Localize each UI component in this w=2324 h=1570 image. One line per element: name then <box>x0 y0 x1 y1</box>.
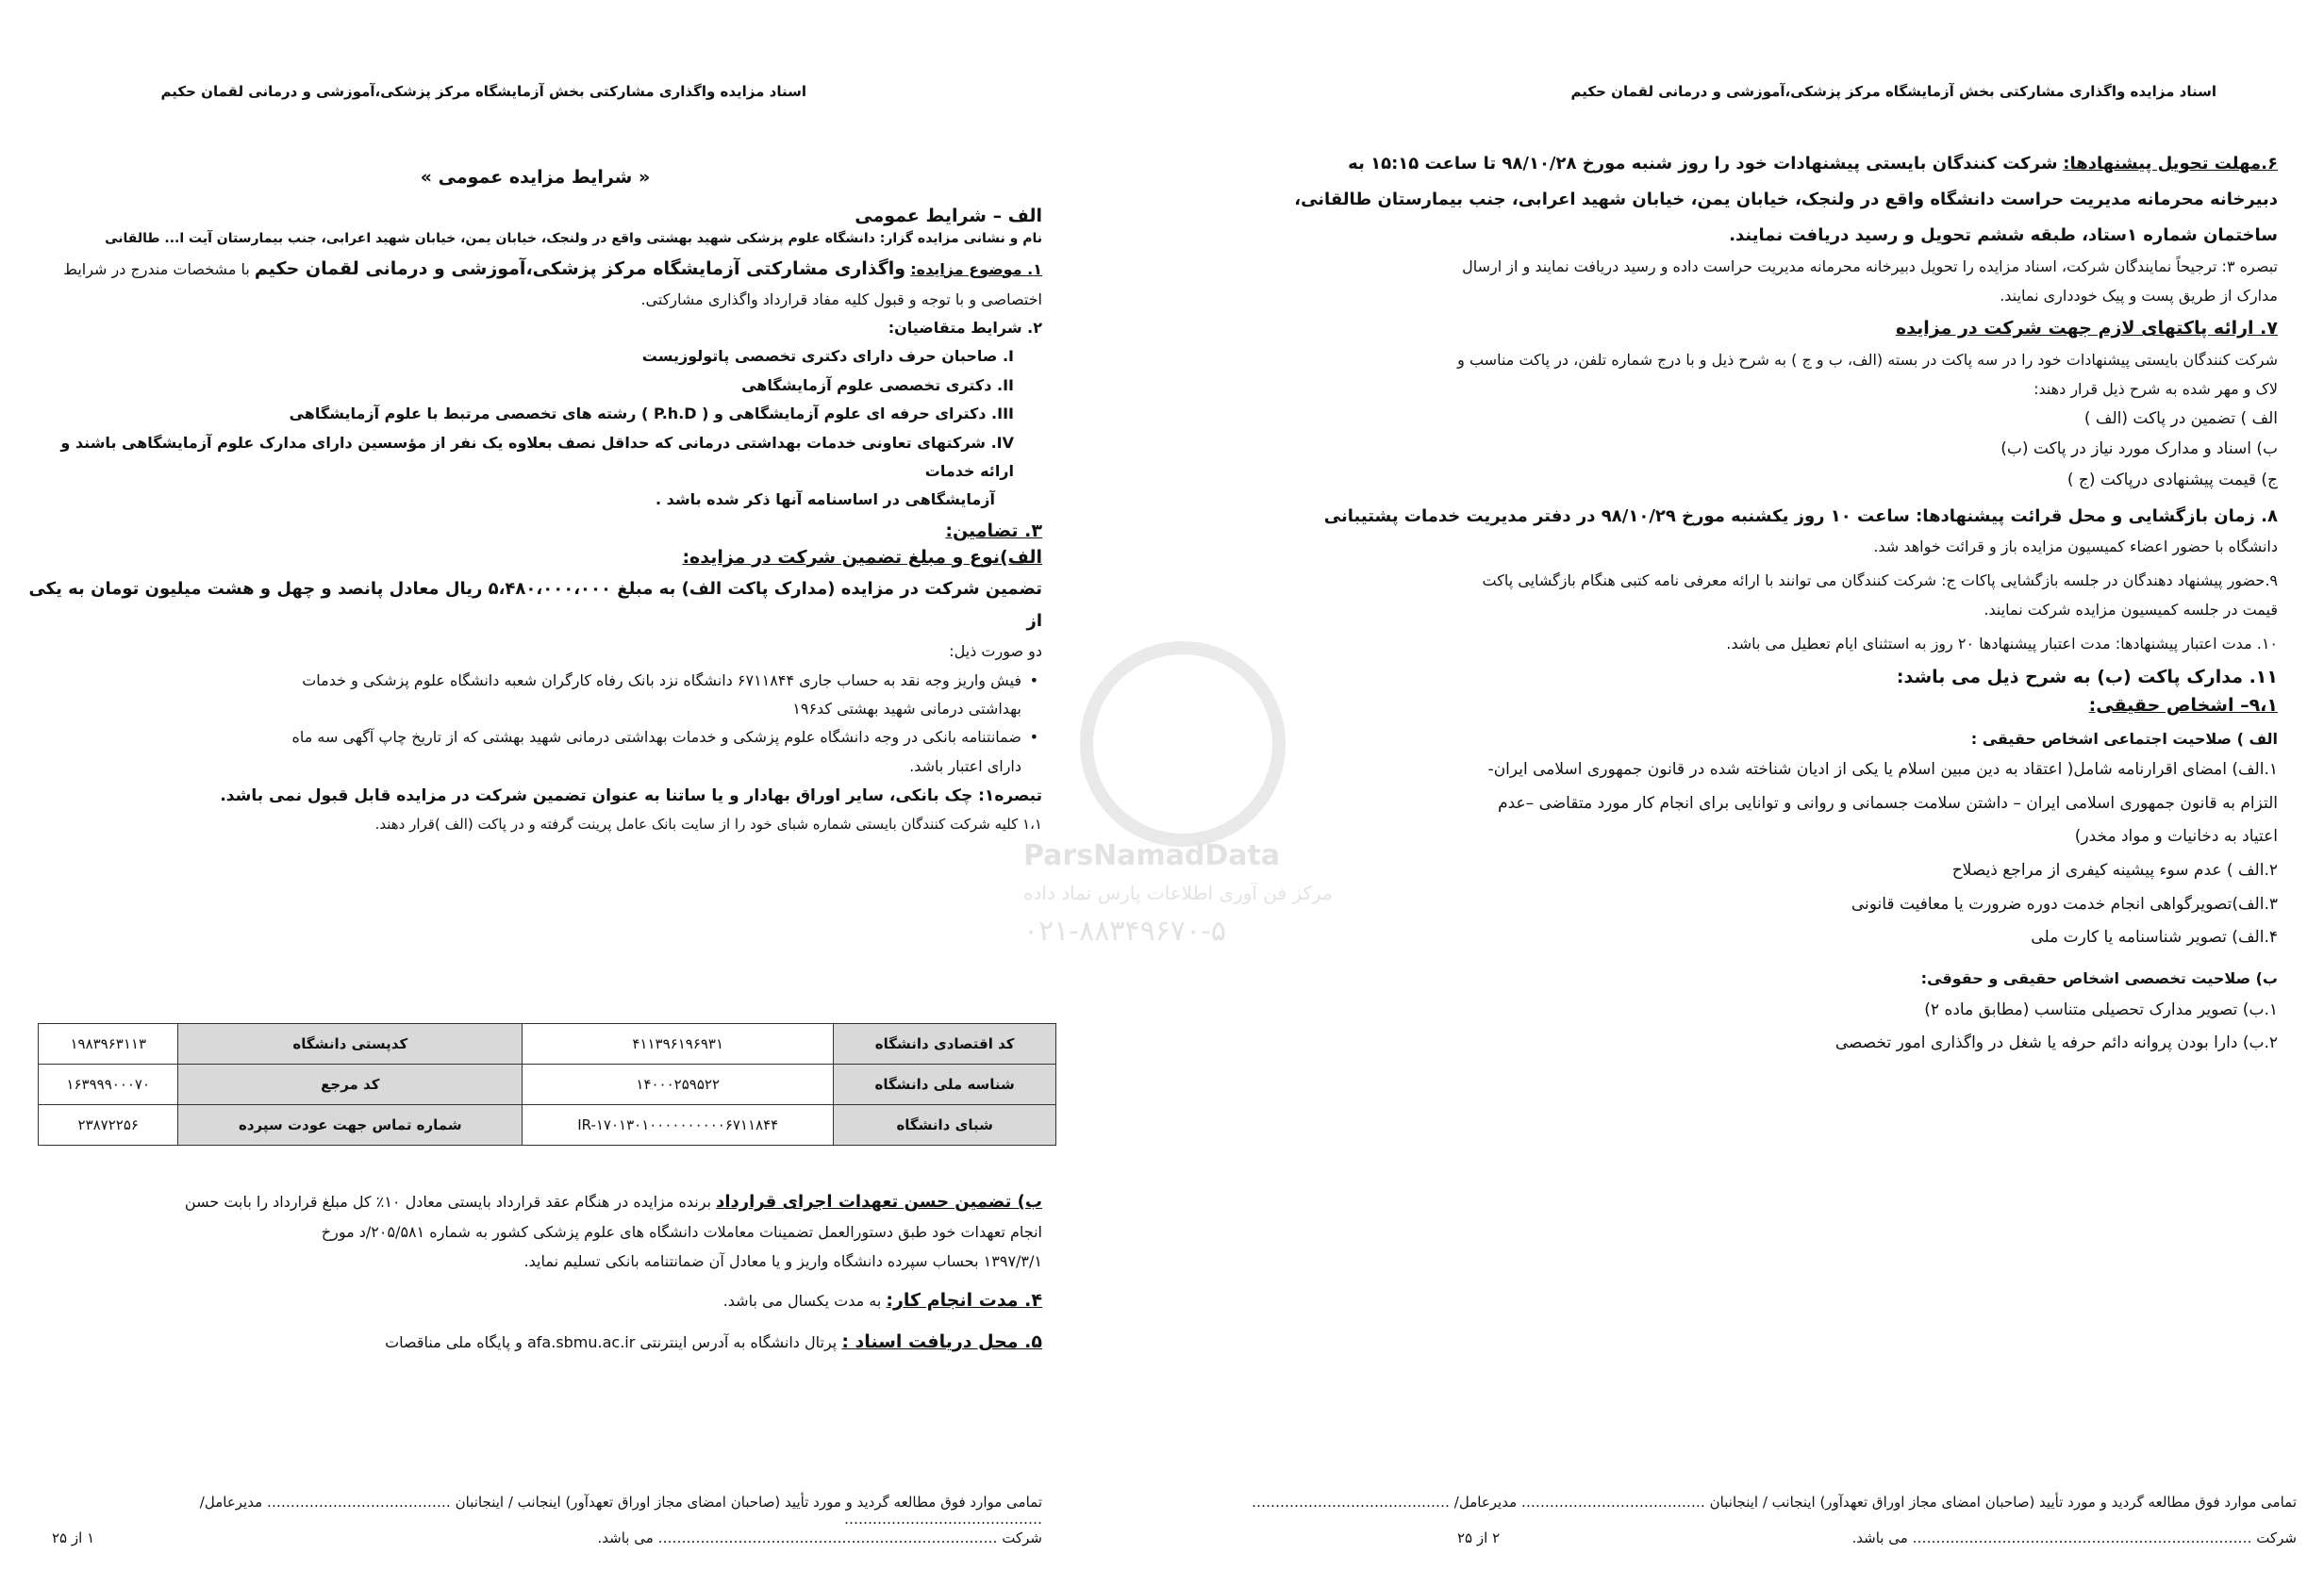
item-7-line-1: شرکت کنندگان بایستی پیشنهادات خود را در سه پاکت در بسته (الف، ب و ج ) به شرح ذیل و با درج شماره تلفن، در پاکت مناسب و <box>1457 351 2278 370</box>
perf-line-2: انجام تعهدات خود طبق دستورالعمل تضمینات معاملات دانشگاه های علوم پزشکی کشور به شماره ۲۰۵/۵۸۱/د مورخ <box>321 1223 1042 1242</box>
item-8: ۸. زمان بازگشایی و محل قرائت پیشنهادها: ساعت ۱۰ روز یکشنبه مورخ ۹۸/۱۰/۲۹ در دفتر مدیریت خدمات پشتیبانی <box>1323 505 2278 526</box>
table-cell: IR-۱۷۰۱۳۰۱۰۰۰۰۰۰۰۰۰۰۶۷۱۱۸۴۴ <box>523 1105 834 1146</box>
specialist-qualification: ب) صلاحیت تخصصی اشخاص حقیقی و حقوقی: <box>1920 969 2278 988</box>
document-title: « شرایط مزایده عمومی » <box>420 167 651 188</box>
item-6-line-1: شرکت کنندگان بایستی پیشنهادات خود را روز شنبه مورخ ۹۸/۱۰/۲۸ تا ساعت ۱۵:۱۵ به <box>1348 154 2058 174</box>
item-7: ۷. ارائه پاکتهای لازم جهت شرکت در مزایده <box>1895 318 2278 339</box>
item-6-label: ۶.مهلت تحویل پیشنهادها: <box>2063 154 2278 174</box>
table-row <box>39 1105 1056 1146</box>
guarantee-type: الف)نوع و مبلغ تضمین شرکت در مزایده: <box>682 546 1042 568</box>
bullet-bank: • ضمانتنامه بانکی در وجه دانشگاه علوم پزشکی و خدمات بهداشتی درمانی شهید بهشتی که از تاریخ چاپ آگهی سه ماه <box>28 723 1042 752</box>
perf-line-1 <box>28 1186 1042 1218</box>
page-number: ۲ از ۲۵ <box>1457 1529 1501 1546</box>
table-row <box>39 1024 1056 1065</box>
table-cell: ۴۱۱۳۹۶۱۹۶۹۳۱ <box>523 1024 834 1065</box>
item-1-label: ۱. موضوع مزایده: <box>910 259 1042 278</box>
item-6 <box>1193 146 2278 182</box>
item-1-line-2: اختصاصی و با توجه و قبول کلیه مفاد قرارداد واگذاری مشارکتی. <box>640 289 1042 308</box>
item-5-rest: پرتال دانشگاه به آدرس اینترنتی afa.sbmu.ac.ir و پایگاه ملی مناقصات <box>385 1333 838 1352</box>
watermark-phone: ۰۲۱-۸۸۳۴۹۶۷۰-۵ <box>1023 915 1227 948</box>
note-3-cont: مدارک از طریق پست و پیک خودداری نمایند. <box>2000 286 2278 305</box>
spec-2: ۲.ب) دارا بودن پروانه دائم حرفه یا شغل در واگذاری امور تخصصی <box>1834 1033 2278 1053</box>
table-row <box>39 1065 1056 1105</box>
table-cell: ۲۳۸۷۲۲۵۶ <box>39 1105 178 1146</box>
condition-4: IV. شرکتهای تعاونی خدمات بهداشتی درمانی که حداقل نصف بعلاوه یک نفر از مؤسسین دارای مدارک علوم آزمایشگاهی باشند و ارائه خدمات <box>60 433 1014 481</box>
item-4 <box>28 1283 1042 1317</box>
footer-company-text: شرکت ……………………………………………………………… می باشد. <box>1851 1529 2297 1546</box>
note-3: تبصره ۳: ترجیحاً نمایندگان شرکت، اسناد مزایده را تحویل دبیرخانه محرمانه مدیریت حراست داده و رسید دریافت نمایند و از ارسال <box>1462 257 2278 276</box>
perf-line-3: ۱۳۹۷/۳/۱ بحساب سپرده دانشگاه واریز و یا معادل آن ضمانتنامه بانکی تسلیم نماید. <box>523 1251 1042 1270</box>
footer-company-text: شرکت ……………………………………………………………… می باشد. <box>597 1529 1042 1546</box>
req-1-cont-2: اعتیاد به دخانیات و مواد مخدر) <box>2074 827 2278 847</box>
sub-item-1-1: ۱،۱ کلیه شرکت کنندگان بایستی شماره شبای خود را از سایت بانک عامل پرینت گرفته و در پاکت (الف )قرار دهند. <box>374 816 1042 834</box>
item-2: ۲. شرایط متقاضیان: <box>888 319 1042 338</box>
page-left <box>0 0 1061 1570</box>
address: نام و نشانی مزایده گزار: دانشگاه علوم پزشکی شهید بهشتی واقع در ولنجک، خیابان یمن، خیابان شهید اعرابی، جنب بیمارستان آیت ا... طالقانی <box>105 231 1042 246</box>
req-3: ۳.الف)تصویرگواهی انجام خدمت دوره ضرورت یا معافیت قانونی <box>1851 894 2278 914</box>
table-cell: شبای دانشگاه <box>834 1105 1056 1146</box>
footer-company <box>52 1529 1042 1546</box>
item-4-rest: به مدت یکسال می باشد. <box>722 1291 882 1310</box>
footer-signature: تمامی موارد فوق مطالعه گردید و مورد تأیید (صاحبان امضای مجاز اوراق تعهدآور) اینجانب / اینجانبان ………………………………… مدیرعامل/ …………………………………… <box>1252 1494 2297 1511</box>
item-9: ۹.حضور پیشنهاد دهندگان در جلسه بازگشایی پاکات ج: شرکت کنندگان می توانند با ارائه معرفی نامه کتبی هنگام بازگشایی پاکت <box>1482 571 2278 590</box>
right-content <box>1193 146 2278 1061</box>
section-a-heading: الف – شرایط عمومی <box>855 206 1042 226</box>
watermark-line: مرکز فن آوری اطلاعات پارس نماد داده <box>1023 882 1333 904</box>
table-cell: ۱۴۰۰۰۲۵۹۵۲۲ <box>523 1065 834 1105</box>
table-cell: ۱۹۸۳۹۶۳۱۱۳ <box>39 1024 178 1065</box>
note-1: تبصره۱: چک بانکی، سایر اوراق بهادار و یا ساتنا به عنوان تضمین شرکت در مزایده قابل قبول نمی باشد. <box>220 786 1042 806</box>
condition-3: III. دکترای حرفه ای علوم آزمایشگاهی و ( P.h.D ) رشته های تخصصی مرتبط با علوم آزمایشگاهی <box>289 405 1014 423</box>
item-5-label: ۵. محل دریافت اسناد : <box>841 1331 1042 1353</box>
item-6-line-2: دبیرخانه محرمانه مدیریت حراست دانشگاه واقع در ولنجک، خیابان یمن، خیابان شهید اعرابی، جنب بیمارستان طالقانی، <box>1294 189 2278 209</box>
perf-rest: برنده مزایده در هنگام عقد قرارداد بایستی معادل ۱۰٪ کل مبلغ قرارداد را بابت حسن <box>184 1193 712 1211</box>
page-number: ۱ از ۲۵ <box>52 1529 95 1546</box>
item-9-line-2: قیمت در جلسه کمیسیون مزایده شرکت نمایند. <box>1984 600 2278 619</box>
watermark-brand: ParsNamadData <box>1023 839 1281 872</box>
bullet-cash-cont: بهداشتی درمانی شهید بهشتی کد۱۹۶ <box>792 699 1021 718</box>
general-terms <box>28 149 1042 838</box>
item-10: ۱۰. مدت اعتبار پیشنهادها: مدت اعتبار پیشنهادها ۲۰ روز به استثنای ایام تعطیل می باشد. <box>1726 635 2278 653</box>
guarantee-amount: تضمین شرکت در مزایده (مدارک پاکت الف) به مبلغ ۵،۴۸۰،۰۰۰،۰۰۰ ریال معادل پانصد و چهل و هشت میلیون تومان به یکی از <box>28 578 1042 631</box>
packet-c: ج) قیمت پیشنهادی درپاکت (ج ) <box>2067 470 2278 489</box>
footer-company <box>1221 1529 2297 1546</box>
page-header: اسناد مزایده واگذاری مشارکتی بخش آزمایشگاه مرکز پزشکی،آموزشی و درمانی لقمان حکیم <box>160 83 806 100</box>
performance-guarantee <box>28 1186 1042 1359</box>
item-8-line-2: دانشگاه با حضور اعضاء کمیسیون مزایده باز و قرائت خواهد شد. <box>1873 537 2278 556</box>
perf-label: ب) تضمین حسن تعهدات اجرای قرارداد <box>716 1192 1042 1212</box>
table-cell: کد مرجع <box>178 1065 523 1105</box>
condition-2: II. دکتری تخصصی علوم آزمایشگاهی <box>741 375 1014 394</box>
university-info-table <box>38 1023 1056 1146</box>
bullet-cash: • فیش واریز وجه نقد به حساب جاری ۶۷۱۱۸۴۴ دانشگاه نزد بانک رفاه کارگران شعبه دانشگاه علوم پزشکی و خدمات <box>28 667 1042 695</box>
table-cell: شماره تماس جهت عودت سپرده <box>178 1105 523 1146</box>
req-1: ۱.الف) امضای اقرارنامه شامل( اعتقاد به دین مبین اسلام یا یکی از ادیان شناخته شده در قانون جمهوری اسلامی ایران- <box>1487 759 2278 779</box>
item-1-rest: با مشخصات مندرج در شرایط <box>63 259 250 278</box>
item-1-subject: واگذاری مشارکتی آزمایشگاه مرکز پزشکی،آموزشی و درمانی لقمان حکیم <box>254 257 906 279</box>
req-4: ۴.الف) تصویر شناسنامه یا کارت ملی <box>2031 928 2278 948</box>
table-cell: کدپستی دانشگاه <box>178 1024 523 1065</box>
real-persons: ۹،۱– اشخاص حقیقی: <box>2088 694 2278 716</box>
item-6-line-3: ساختمان شماره ۱ستاد، طبقه ششم تحویل و رسید دریافت نمایند. <box>1729 224 2278 245</box>
condition-4-cont: آزمایشگاهی در اساسنامه آنها ذکر شده باشد . <box>655 490 995 509</box>
condition-1: I. صاحبان حرف دارای دکتری تخصصی پاتولوزیست <box>641 347 1014 366</box>
item-5 <box>28 1325 1042 1359</box>
packet-a: الف ) تضمین در پاکت (الف ) <box>2083 408 2278 428</box>
table-cell: کد اقتصادی دانشگاه <box>834 1024 1056 1065</box>
spec-1: ۱.ب) تصویر مدارک تحصیلی متناسب (مطابق ماده ۲) <box>1924 1000 2278 1019</box>
bullet-bank-cont: دارای اعتبار باشد. <box>909 756 1021 775</box>
table-cell: ۱۶۳۹۹۹۰۰۰۷۰ <box>39 1065 178 1105</box>
packet-b: ب) اسناد و مدارک مورد نیاز در پاکت (ب) <box>2000 439 2278 459</box>
footer-signature: تمامی موارد فوق مطالعه گردید و مورد تأیید (صاحبان امضای مجاز اوراق تعهدآور) اینجانب / اینجانبان ………………………………… مدیرعامل/ …………………………………… <box>199 1494 1042 1528</box>
item-1 <box>28 252 1042 286</box>
guarantee-options: دو صورت ذیل: <box>949 642 1042 661</box>
item-3: ۳. تضامین: <box>945 520 1042 541</box>
item-4-label: ۴. مدت انجام کار: <box>886 1289 1042 1311</box>
social-qualification: الف ) صلاحیت اجتماعی اشخاص حقیقی : <box>1970 729 2278 748</box>
table-cell: شناسه ملی دانشگاه <box>834 1065 1056 1105</box>
page-right <box>1174 0 2316 1570</box>
page-header: اسناد مزایده واگذاری مشارکتی بخش آزمایشگاه مرکز پزشکی،آموزشی و درمانی لقمان حکیم <box>1570 83 2216 100</box>
item-11: ۱۱. مدارک پاکت (ب) به شرح ذیل می باشد: <box>1896 666 2278 687</box>
req-2: ۲.الف ) عدم سوء پیشینه کیفری از مراجع ذیصلاح <box>1951 861 2278 881</box>
req-1-cont: التزام به قانون جمهوری اسلامی ایران – داشتن سلامت جسمانی و روانی و توانایی برای انجام کار مورد متقاضی –عدم <box>1498 793 2278 813</box>
item-7-line-2: لاک و مهر شده به شرح ذیل قرار دهند: <box>2034 379 2278 398</box>
